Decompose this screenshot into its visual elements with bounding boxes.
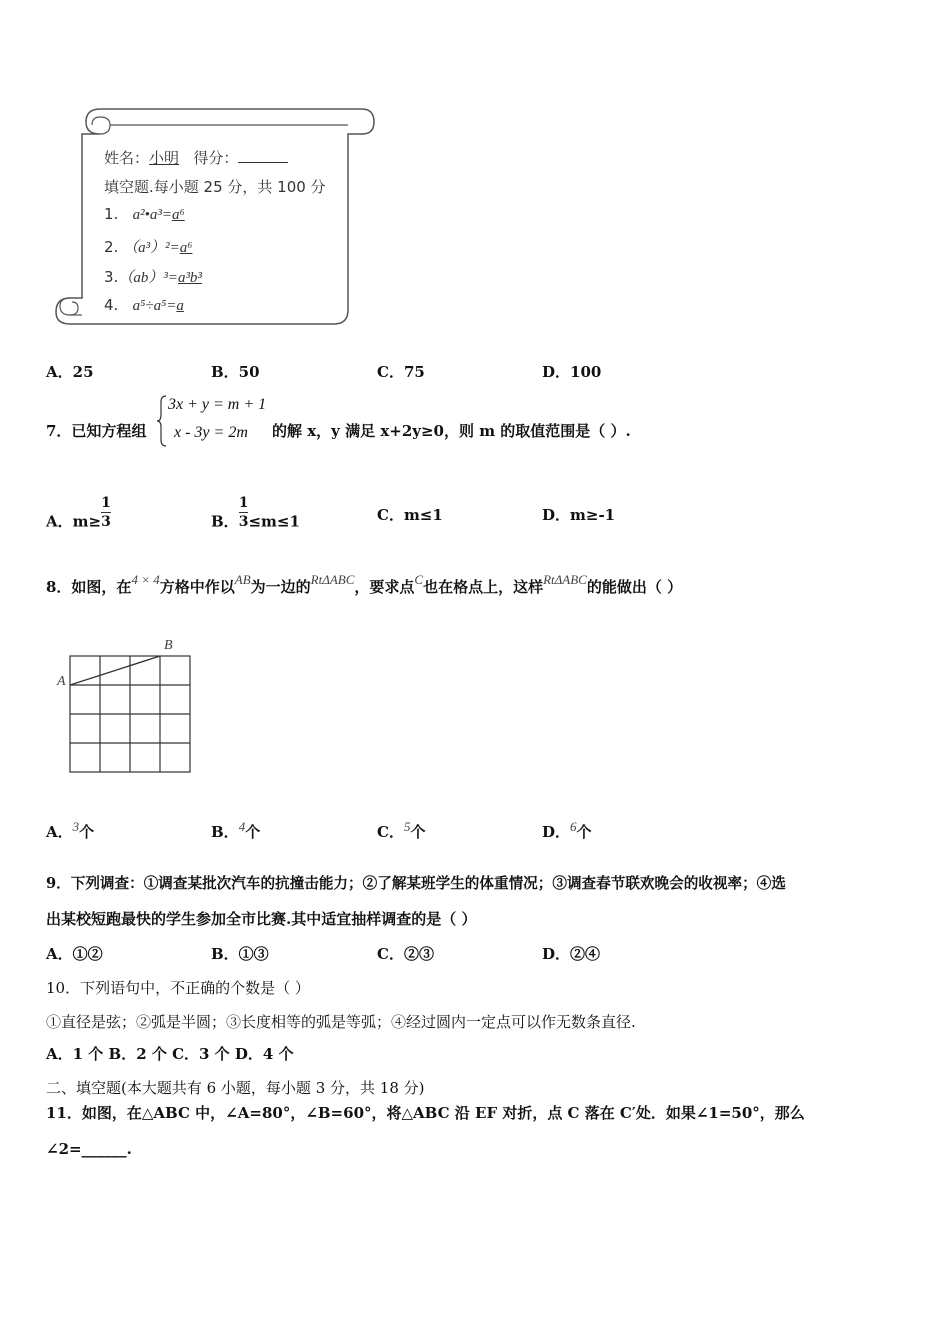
q10-options[interactable]: A．1 个 B．2 个 C．3 个 D．4 个 (46, 1045, 294, 1063)
q9-line-2: 出某校短跑最快的学生参加全市比赛.其中适宜抽样调查的是（ ） (46, 910, 477, 928)
grid-svg (54, 636, 199, 781)
scroll-item-2 (104, 236, 192, 257)
scroll-item-1 (104, 205, 185, 224)
q7-option-c[interactable]: C．m≤1 (377, 506, 443, 524)
option-num: 5 (403, 819, 411, 834)
score-label: 得分： (193, 149, 239, 167)
item-num: 1. (104, 205, 119, 223)
item-num: 3. (104, 268, 119, 286)
section-2-title: 二、填空题(本大题共有 6 小题，每小题 3 分，共 18 分) (46, 1079, 425, 1097)
q8-rt-1: RtΔABC (310, 572, 355, 587)
item-expr: （ab）³= (118, 270, 178, 286)
q8-rt-2: RtΔABC (543, 572, 587, 587)
scroll-item-3 (104, 266, 202, 287)
q11-line-2: ∠2=______. (46, 1140, 132, 1158)
q9-option-d[interactable]: D．②④ (542, 945, 601, 963)
name-value: 小明 (149, 149, 180, 167)
option-num: 3 (72, 819, 80, 834)
item-answer: a³b³ (177, 270, 202, 286)
q7-option-a[interactable] (46, 495, 111, 541)
scroll-figure (52, 105, 377, 330)
q8-option-a[interactable] (46, 821, 94, 842)
q8-text-4: ，要求点 (354, 578, 415, 596)
option-unit: 个 (410, 823, 426, 841)
option-label: B． (211, 512, 239, 531)
q6-option-d[interactable]: D．100 (542, 363, 602, 381)
q8-text-5: 也在格点上，这样 (423, 578, 544, 596)
q10-stem: 10．下列语句中，不正确的个数是（ ） (46, 979, 310, 997)
item-answer: a⁶ (179, 240, 193, 256)
point-a-label: A (57, 674, 66, 689)
scroll-outline (52, 105, 377, 330)
q6-option-a[interactable]: A．25 (46, 363, 94, 381)
option-letter: B． (211, 823, 239, 841)
q10-statements: ①直径是弦；②弧是半圆；③长度相等的弧是等弧；④经过圆内一定点可以作无数条直径. (46, 1013, 636, 1031)
q11-line-1: 11．如图，在△ABC 中，∠A=80°，∠B=60°，将△ABC 沿 EF 对折，点 C 落在 C′处．如果∠1=50°，那么 (46, 1104, 805, 1122)
frac-numerator: 1 (101, 495, 111, 511)
scroll-item-4 (104, 296, 184, 315)
scroll-line-instructions: 填空题.每小题 25 分，共 100 分 (104, 178, 326, 196)
item-num: 2. (104, 238, 119, 256)
q9-line-1: 9．下列调查：①调查某批次汽车的抗撞击能力；②了解某班学生的体重情况；③调查春节联欢晚会的收视率；④选 (46, 875, 786, 892)
item-answer: a⁶ (172, 207, 185, 223)
q8-grid-figure (54, 636, 199, 781)
q8-text-1: 8．如图，在 (46, 578, 132, 596)
option-letter: A． (46, 823, 73, 841)
q9-option-a[interactable]: A．①② (46, 945, 103, 963)
option-letter: C． (377, 823, 404, 841)
q8-option-d[interactable] (542, 821, 592, 842)
frac-denominator: 3 (101, 514, 111, 530)
option-suffix: ≤m≤1 (248, 512, 300, 531)
option-num: 4 (238, 819, 246, 834)
q8-c: C (414, 572, 424, 587)
item-expr: （a³）²= (123, 240, 180, 256)
frac-numerator: 1 (238, 495, 249, 511)
frac-denominator: 3 (238, 514, 249, 530)
q8-ab: AB (234, 572, 251, 587)
q8-option-b[interactable] (211, 821, 260, 842)
fraction (239, 494, 249, 531)
q8-text-3: 为一边的 (250, 578, 311, 596)
item-expr: a⁵÷a⁵= (132, 298, 177, 314)
q8-option-c[interactable] (377, 821, 425, 842)
q9-option-b[interactable]: B．①③ (211, 945, 269, 963)
name-label: 姓名： (104, 149, 150, 167)
option-unit: 个 (79, 823, 95, 841)
q7-option-b[interactable] (211, 495, 300, 541)
q7-prefix: 7．已知方程组 (46, 422, 147, 440)
item-answer: a (176, 298, 184, 314)
option-letter: D． (542, 823, 571, 841)
point-b-label: B (164, 638, 173, 653)
option-unit: 个 (245, 823, 261, 841)
option-num: 6 (570, 819, 577, 834)
scroll-line-name (104, 147, 288, 168)
fraction (101, 494, 111, 531)
q7-equation-2: x - 3y = 2m (174, 424, 248, 441)
option-unit: 个 (576, 823, 592, 841)
q8-text-2: 方格中作以 (159, 578, 235, 596)
q7-suffix: 的解 x，y 满足 x+2y≥0，则 m 的取值范围是（ ）. (272, 422, 631, 440)
q7-brace (156, 394, 168, 448)
option-label: A．m≥ (46, 512, 102, 531)
score-blank (238, 162, 288, 163)
q9-option-c[interactable]: C．②③ (377, 945, 434, 963)
q6-option-b[interactable]: B．50 (211, 363, 260, 381)
q6-option-c[interactable]: C．75 (377, 363, 425, 381)
q7-equation-1: 3x + y = m + 1 (168, 396, 267, 413)
item-num: 4. (104, 296, 119, 314)
q8-stem (46, 572, 683, 597)
item-expr: a²•a³= (132, 207, 172, 223)
q8-grid-expr: 4 × 4 (131, 572, 160, 587)
q8-text-6: 的能做出（ ） (586, 578, 683, 596)
q7-option-d[interactable]: D．m≥-1 (542, 506, 616, 524)
